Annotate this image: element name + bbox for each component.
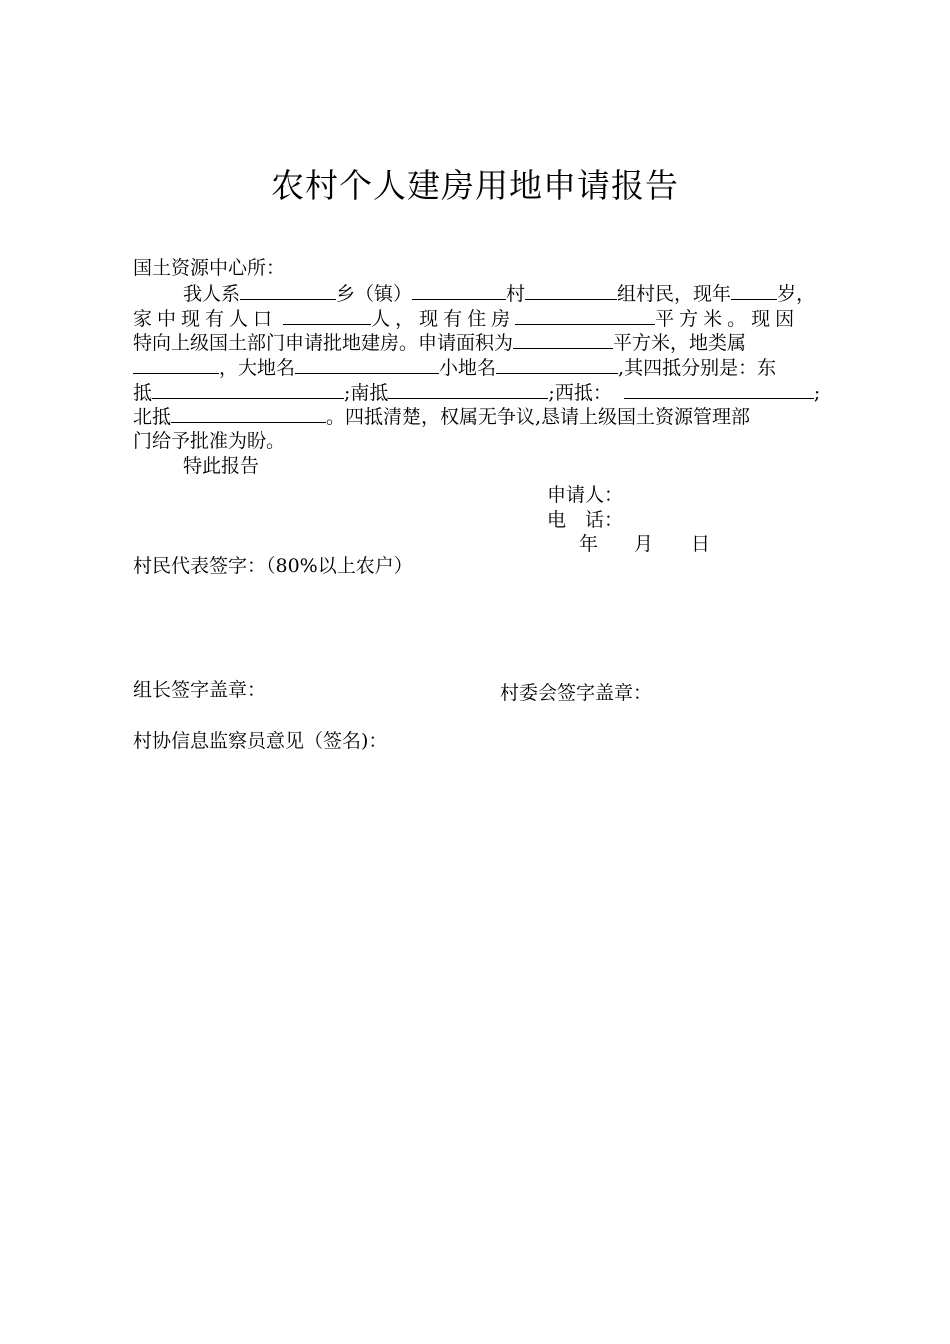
group-leader-signature: 组长签字盖章：: [133, 679, 267, 701]
para-line-5: 抵 ;南抵 ;西抵： ;: [133, 382, 821, 404]
para-line-1: 我人系 乡（镇） 村 组村民，现年 岁，: [183, 283, 816, 305]
township-blank[interactable]: [240, 281, 336, 300]
date-day: 日: [691, 533, 711, 555]
phone-label: 电 话：: [547, 509, 624, 531]
population-blank[interactable]: [283, 306, 371, 325]
para-line-2: 家中现有人口 人，现有住房 平方米。现因: [133, 308, 800, 330]
para-line-6: 北抵 。四抵清楚，权属无争议,恳请上级国土资源管理部: [133, 406, 751, 428]
addressee: 国土资源中心所：: [133, 257, 286, 279]
closing-text: 特此报告: [183, 455, 260, 477]
applicant-label: 申请人：: [547, 484, 624, 506]
date-month: 月: [634, 533, 654, 555]
para-line-7: 门给予批准为盼。: [133, 430, 286, 452]
date-year: 年: [579, 533, 599, 555]
requested-area-blank[interactable]: [513, 330, 613, 349]
para-line-4: ，大地名 小地名 ,其四抵分别是：东: [133, 355, 776, 380]
villager-representative-signature: 村民代表签字：（80%以上农户）: [133, 555, 413, 577]
minor-place-blank[interactable]: [496, 355, 618, 374]
major-place-blank[interactable]: [295, 355, 439, 374]
east-boundary-blank[interactable]: [152, 380, 344, 399]
village-blank[interactable]: [412, 281, 506, 300]
para-line-3: 特向上级国土部门申请批地建房。申请面积为 平方米，地类属: [133, 332, 747, 354]
inspector-opinion: 村协信息监察员意见（签名)：: [133, 730, 388, 752]
land-type-blank[interactable]: [133, 355, 219, 374]
west-boundary-blank[interactable]: [624, 380, 814, 399]
south-boundary-blank[interactable]: [388, 380, 548, 399]
age-blank[interactable]: [731, 281, 777, 300]
document-title: 农村个人建房用地申请报告: [271, 166, 679, 205]
village-committee-signature: 村委会签字盖章：: [500, 682, 653, 704]
housing-area-blank[interactable]: [515, 306, 655, 325]
north-boundary-blank[interactable]: [171, 404, 326, 423]
group-blank[interactable]: [525, 281, 617, 300]
